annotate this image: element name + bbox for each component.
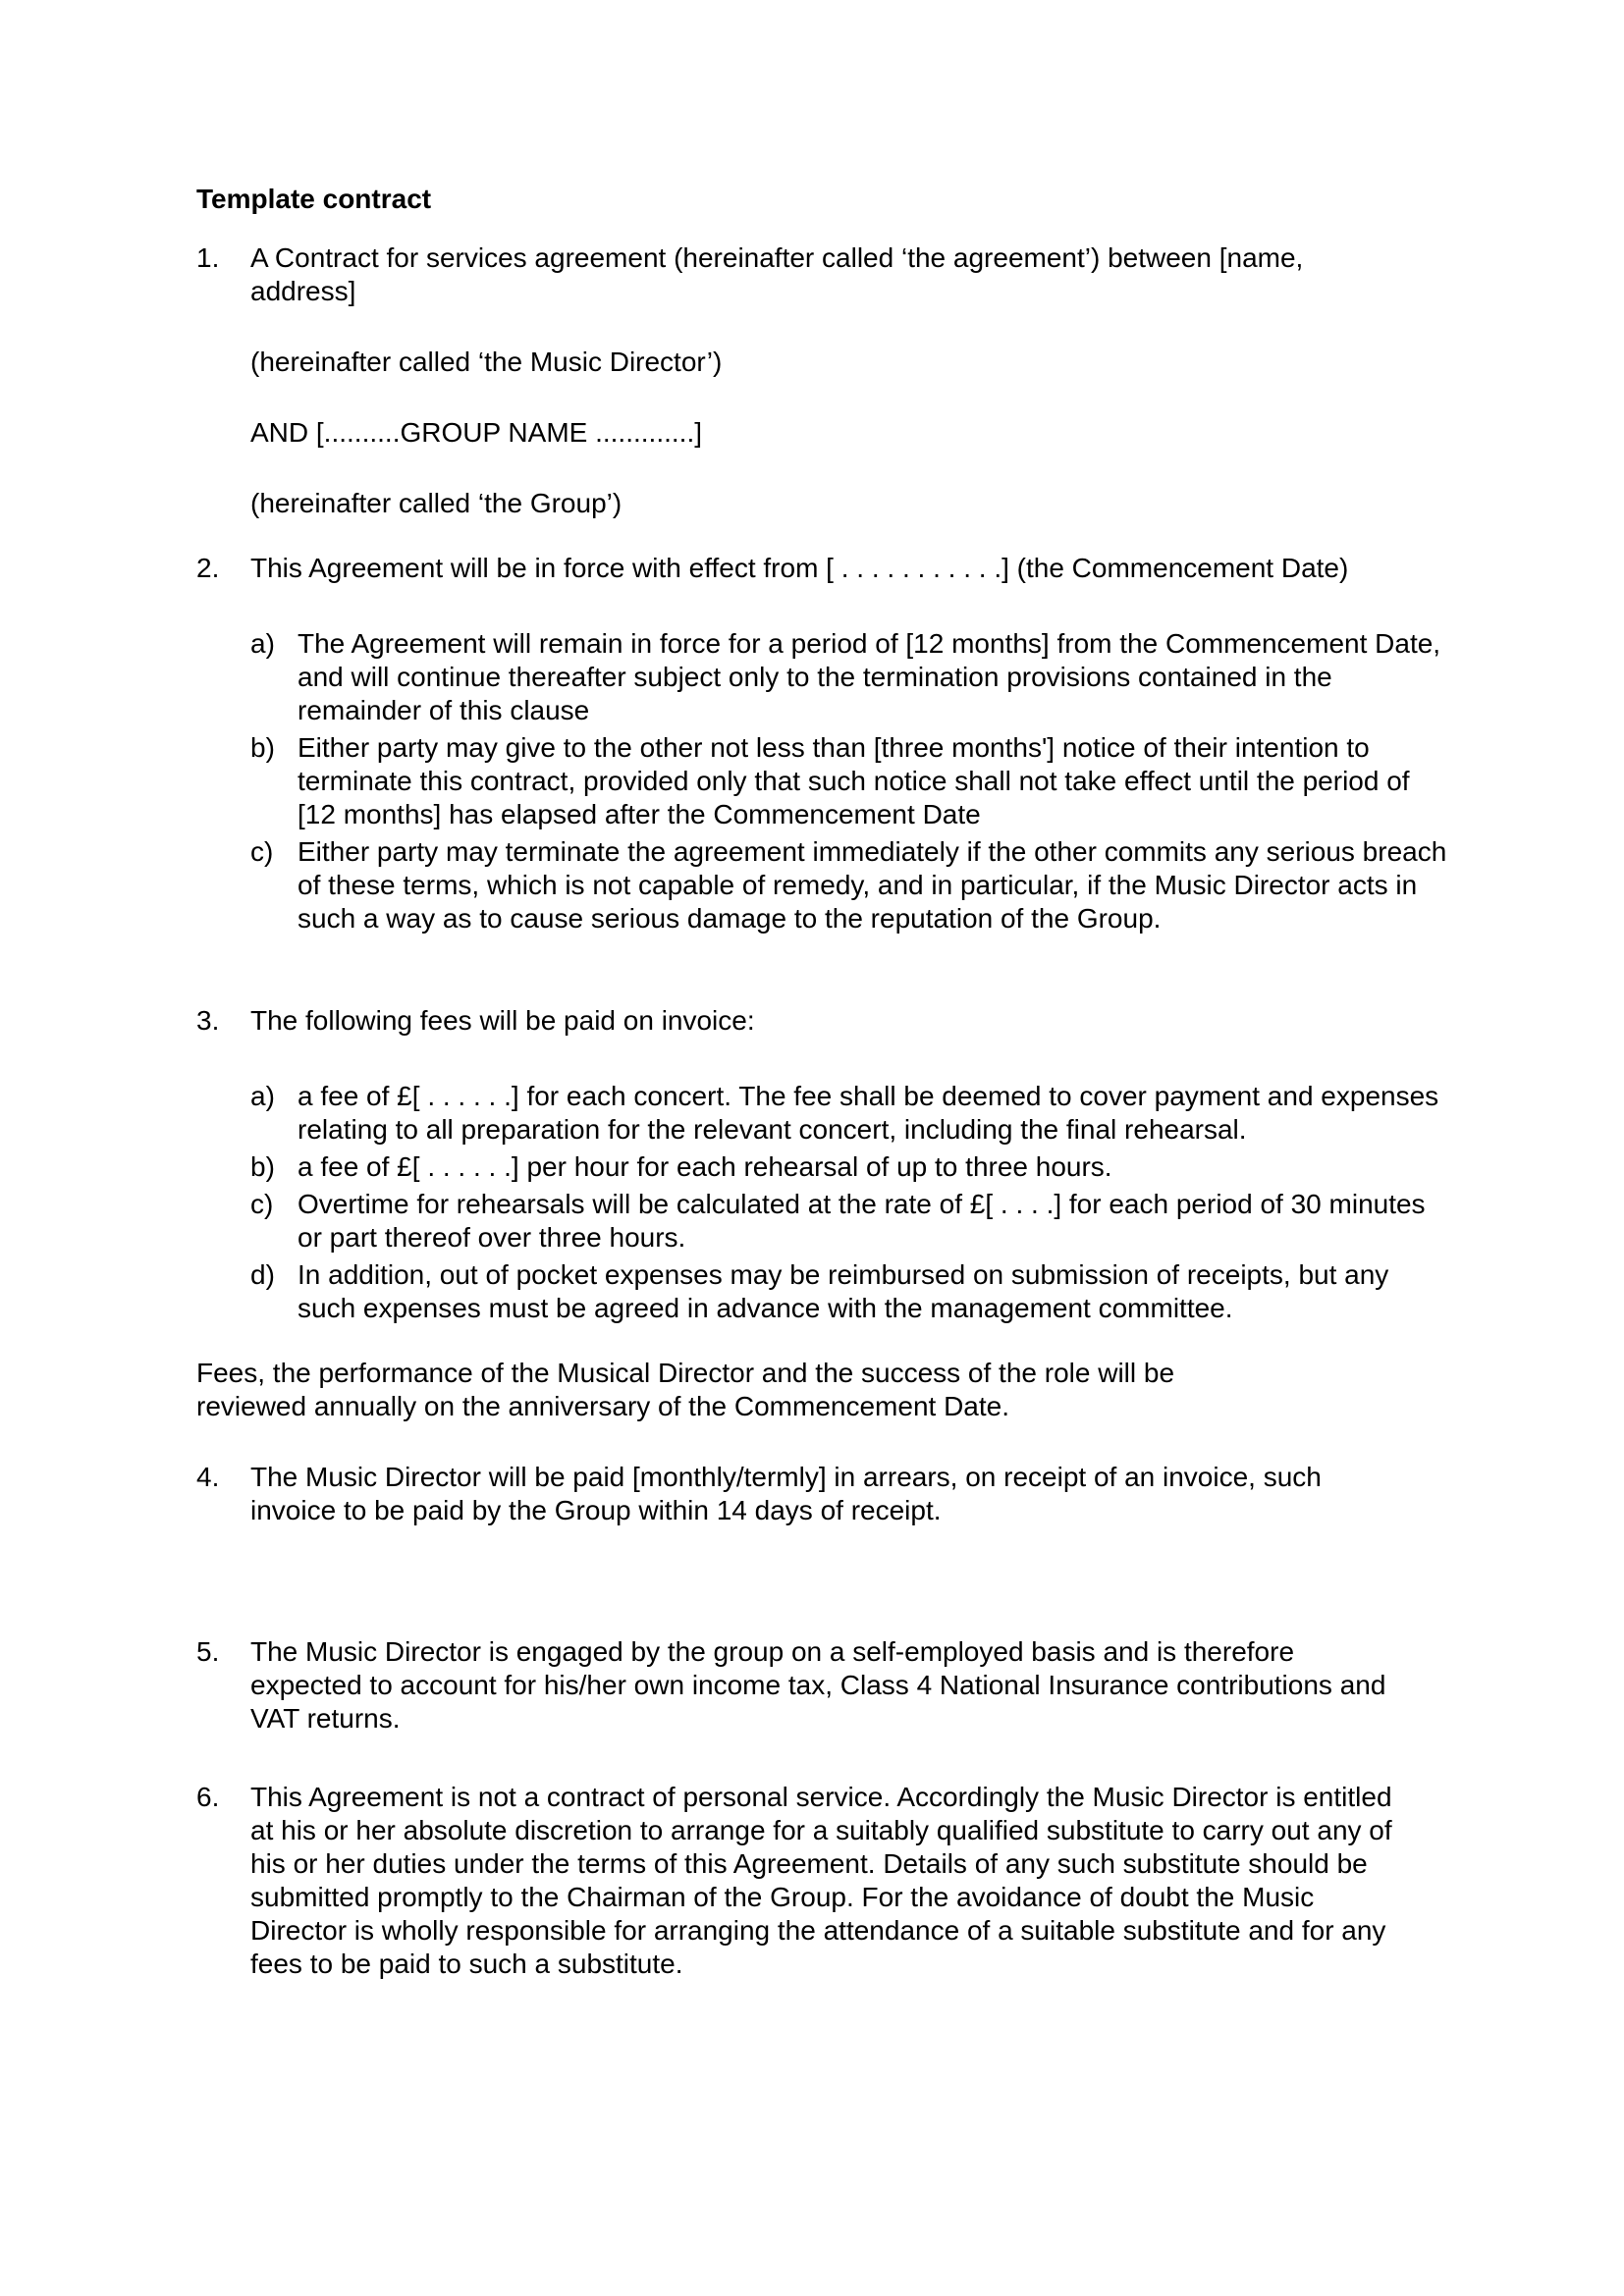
clause-4: [196, 1461, 1624, 1527]
clause-1-row: [196, 241, 1624, 520]
clause-2-body: [250, 552, 1463, 935]
clause-3: [196, 1004, 1624, 1325]
clause-3-item-b: [250, 1150, 1463, 1184]
clause-2-intro: This Agreement will be in force with effect from [ . . . . . . . . . . .] (the Commencement Date): [250, 553, 1349, 583]
clause-4-body: [250, 1461, 1463, 1527]
clause-1: [196, 241, 1624, 520]
clause-2-item-c-text: Either party may terminate the agreement immediately if the other commits any serious breach of these terms, which is not capable of remedy, and in particular, if the Music Director acts in such a way as to cause serious damage to the reputation of the Group.: [298, 836, 1447, 934]
clause-3-item-b-label: b): [250, 1151, 275, 1182]
clause-3-number: 3.: [196, 1005, 220, 1036]
clause-2-item-b: [250, 731, 1463, 831]
clause-3-item-d-text: In addition, out of pocket expenses may be reimbursed on submission of receipts, but any such expenses must be agreed in advance with the management committee.: [298, 1259, 1389, 1323]
clause-3-item-c: [250, 1188, 1463, 1255]
clause-6-body: [250, 1781, 1463, 1981]
clause-1-paragraph-1: A Contract for services agreement (hereinafter called ‘the agreement’) between [name, address]: [250, 242, 1304, 306]
clause-5-number: 5.: [196, 1636, 220, 1667]
clause-2-row: [196, 552, 1624, 935]
clause-2-item-a-label: a): [250, 628, 275, 659]
clause-2: [196, 552, 1624, 935]
document-title: Template contract: [196, 184, 432, 214]
clause-5-text: The Music Director is engaged by the group on a self-employed basis and is therefore expected to account for his/her own income tax, Class 4 National Insurance contributions and VAT returns.: [250, 1636, 1386, 1734]
clause-1-number: 1.: [196, 242, 220, 273]
clause-4-number: 4.: [196, 1462, 220, 1492]
clause-1-paragraph-4: (hereinafter called ‘the Group’): [250, 488, 623, 518]
clause-6-row: [196, 1781, 1624, 1981]
clause-3-item-a-text: a fee of £[ . . . . . .] for each concert. The fee shall be deemed to cover payment and expenses relating to all preparation for the relevant concert, including the final rehearsal.: [298, 1081, 1439, 1145]
clause-3-row: [196, 1004, 1624, 1325]
clause-1-paragraph-2: (hereinafter called ‘the Music Director’): [250, 347, 723, 377]
clause-6-text: This Agreement is not a contract of personal service. Accordingly the Music Director is entitled at his or her absolute discretion to arrange for a suitably qualified substitute to carry out any of his or her duties under the terms of this Agreement. Details of any such substitute should be submitted promptly to the Chairman of the Group. For the avoidance of doubt the Music Director is wholly responsible for arranging the attendance of a suitable substitute and for any fees to be paid to such a substitute.: [250, 1782, 1392, 1979]
clause-3-item-d: [250, 1258, 1463, 1325]
clause-6: [196, 1781, 1624, 1981]
clause-2-item-b-text: Either party may give to the other not less than [three months'] notice of their intention to terminate this contract, provided only that such notice shall not take effect until the period of [12 months] has elapsed after the Commencement Date: [298, 732, 1410, 829]
clause-3-item-d-label: d): [250, 1259, 275, 1290]
clause-3-item-a: [250, 1080, 1463, 1147]
clause-3-body: [250, 1004, 1463, 1325]
clause-3-intro: The following fees will be paid on invoice:: [250, 1005, 755, 1036]
clause-5: [196, 1635, 1624, 1735]
clause-2-item-c: [250, 835, 1463, 935]
clause-2-item-c-label: c): [250, 836, 274, 867]
clause-3-item-a-label: a): [250, 1081, 275, 1111]
clause-3-sublist: [250, 1080, 1463, 1325]
clause-3-item-c-label: c): [250, 1189, 274, 1219]
clause-2-sublist: [250, 627, 1463, 935]
clause-2-item-a: [250, 627, 1463, 727]
clause-5-row: [196, 1635, 1624, 1735]
clause-6-number: 6.: [196, 1782, 220, 1812]
clause-4-row: [196, 1461, 1624, 1527]
clause-2-item-a-text: The Agreement will remain in force for a period of [12 months] from the Commencement Date, and will continue thereafter subject only to the termination provisions contained in the remainder of this clause: [298, 628, 1441, 725]
fees-review-note: Fees, the performance of the Musical Director and the success of the role will be reviewed annually on the anniversary of the Commencement Date.: [196, 1358, 1175, 1421]
clause-1-paragraph-3: AND [..........GROUP NAME .............]: [250, 417, 703, 448]
clause-2-item-b-label: b): [250, 732, 275, 763]
clause-2-number: 2.: [196, 553, 220, 583]
clause-3-item-c-text: Overtime for rehearsals will be calculated at the rate of £[ . . . .] for each period of 30 minutes or part thereof over three hours.: [298, 1189, 1426, 1253]
clause-3-item-b-text: a fee of £[ . . . . . .] per hour for each rehearsal of up to three hours.: [298, 1151, 1112, 1182]
clause-1-body: [250, 241, 1463, 520]
clause-4-text: The Music Director will be paid [monthly/termly] in arrears, on receipt of an invoice, such invoice to be paid by the Group within 14 days of receipt.: [250, 1462, 1322, 1525]
clause-5-body: [250, 1635, 1463, 1735]
